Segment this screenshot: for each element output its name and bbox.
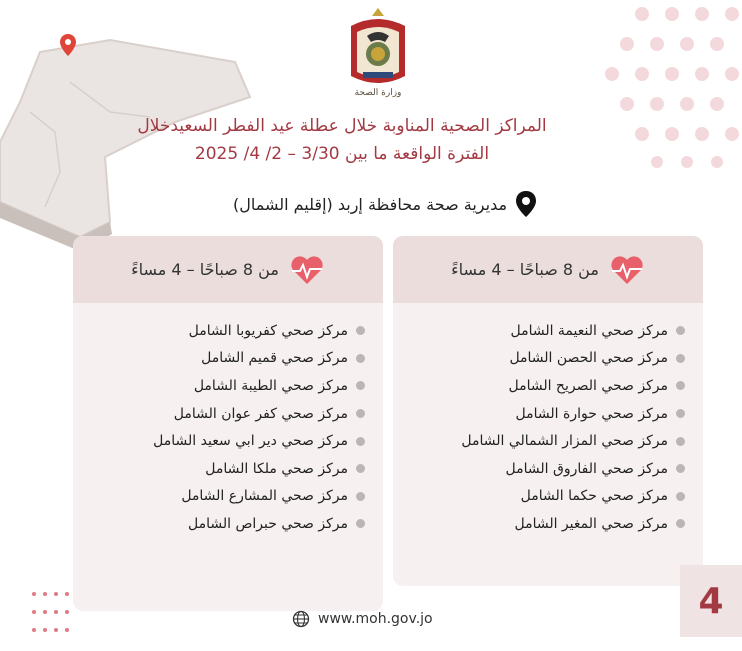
bullet-icon bbox=[356, 381, 365, 390]
list-item bbox=[393, 372, 685, 400]
decorative-dots-top bbox=[602, 0, 742, 170]
bullet-icon bbox=[356, 326, 365, 335]
list-item bbox=[73, 510, 365, 538]
center-name: مركز صحي قميم الشامل bbox=[201, 350, 348, 367]
list-item bbox=[393, 317, 685, 345]
list-item bbox=[73, 427, 365, 455]
title-line-1: المراكز الصحية المناوبة خلال عطلة عيد الفطر السعيدخلال bbox=[137, 116, 547, 136]
center-name: مركز صحي المزار الشمالي الشامل bbox=[461, 433, 668, 450]
list-item bbox=[393, 510, 685, 538]
center-name: مركز صحي النعيمة الشامل bbox=[510, 322, 668, 339]
bullet-icon bbox=[356, 437, 365, 446]
directorate-heading bbox=[150, 190, 620, 218]
list-item bbox=[73, 400, 365, 428]
list-item bbox=[73, 345, 365, 373]
list-item bbox=[73, 372, 365, 400]
center-name: مركز صحي حكما الشامل bbox=[520, 488, 668, 505]
center-name: مركز صحي الفاروق الشامل bbox=[505, 460, 668, 477]
ministry-caption: وزارة الصحة bbox=[354, 88, 402, 98]
center-name: مركز صحي الطيبة الشامل bbox=[193, 377, 348, 394]
list-item bbox=[393, 483, 685, 511]
card-header bbox=[73, 236, 383, 303]
center-name: مركز صحي كفريوبا الشامل bbox=[188, 322, 348, 339]
list-item bbox=[393, 345, 685, 373]
bullet-icon bbox=[356, 409, 365, 418]
heart-pulse-icon bbox=[289, 254, 325, 286]
location-marker-icon bbox=[515, 190, 537, 218]
list-item bbox=[73, 483, 365, 511]
list-item bbox=[73, 455, 365, 483]
center-name: مركز صحي كفر عوان الشامل bbox=[173, 405, 348, 422]
center-name: مركز صحي الحصن الشامل bbox=[509, 350, 668, 367]
list-item bbox=[393, 400, 685, 428]
center-name: مركز صحي حبراص الشامل bbox=[188, 515, 348, 532]
bullet-icon bbox=[676, 326, 685, 335]
bullet-icon bbox=[356, 519, 365, 528]
page-number: 4 bbox=[680, 565, 742, 637]
center-name: مركز صحي الصريح الشامل bbox=[508, 377, 668, 394]
bullet-icon bbox=[676, 492, 685, 501]
list-item bbox=[73, 317, 365, 345]
bullet-icon bbox=[676, 519, 685, 528]
bullet-icon bbox=[676, 381, 685, 390]
center-name: مركز صحي ملكا الشامل bbox=[205, 460, 348, 477]
bullet-icon bbox=[356, 492, 365, 501]
bullet-icon bbox=[356, 354, 365, 363]
globe-icon bbox=[292, 610, 310, 628]
list-item bbox=[393, 427, 685, 455]
bullet-icon bbox=[356, 464, 365, 473]
center-name: مركز صحي حوارة الشامل bbox=[515, 405, 668, 422]
hours-label: من 8 صباحًا – 4 مساءً bbox=[451, 260, 599, 279]
bullet-icon bbox=[676, 409, 685, 418]
center-name: مركز صحي دير ابي سعيد الشامل bbox=[153, 433, 348, 450]
heart-pulse-icon bbox=[609, 254, 645, 286]
card-header bbox=[393, 236, 703, 303]
website-link[interactable]: www.moh.gov.jo bbox=[318, 611, 433, 627]
decorative-dots-bottom bbox=[30, 588, 74, 638]
center-name: مركز صحي المغير الشامل bbox=[514, 515, 668, 532]
center-name: مركز صحي المشارع الشامل bbox=[181, 488, 348, 505]
directorate-label: مديرية صحة محافظة إربد (إقليم الشمال) bbox=[232, 194, 508, 214]
list-item bbox=[393, 455, 685, 483]
bullet-icon bbox=[676, 464, 685, 473]
health-center-list bbox=[73, 303, 383, 538]
footer bbox=[292, 610, 433, 628]
hours-card-right bbox=[393, 236, 703, 586]
title-line-2: الفترة الواقعة ما بين 3/30 – 2/ 4/ 2025 bbox=[194, 144, 490, 164]
bullet-icon bbox=[676, 354, 685, 363]
hours-label: من 8 صباحًا – 4 مساءً bbox=[131, 260, 279, 279]
hours-card-left bbox=[73, 236, 383, 611]
page-title bbox=[62, 112, 622, 168]
health-center-list bbox=[393, 303, 703, 538]
bullet-icon bbox=[676, 437, 685, 446]
